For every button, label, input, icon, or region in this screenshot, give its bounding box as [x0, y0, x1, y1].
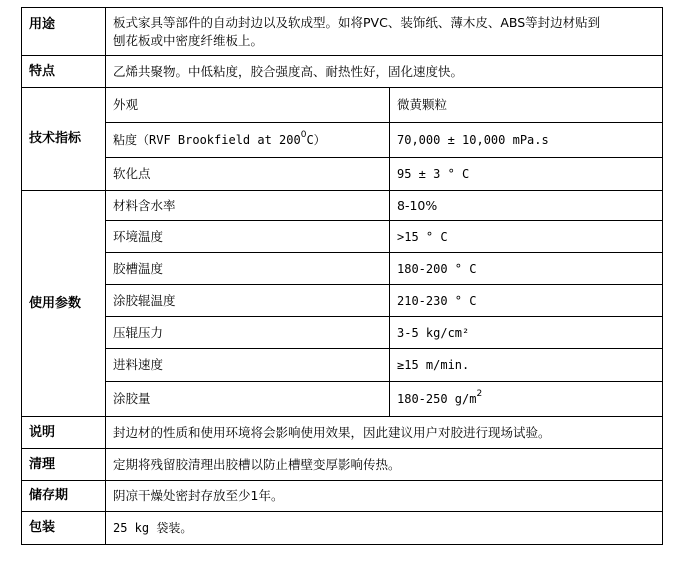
param-name: 环境温度	[106, 221, 390, 253]
row-text-line: 刨花板或中密度纤维板上。	[113, 32, 264, 48]
param-name-text: C）	[306, 133, 326, 147]
param-value: 3-5 kg/cm²	[390, 317, 663, 349]
spec-table	[21, 7, 663, 545]
param-value: 95 ± 3 ° C	[390, 158, 663, 191]
param-value: 180-200 ° C	[390, 253, 663, 285]
param-name: 涂胶量	[106, 382, 390, 417]
row-label: 储存期	[22, 481, 106, 512]
row-params	[22, 285, 663, 317]
row-params	[22, 317, 663, 349]
row-text: 定期将残留胶清理出胶槽以防止槽壁变厚影响传热。	[106, 449, 663, 481]
row-text: 封边材的性质和使用环境将会影响使用效果，因此建议用户对胶进行现场试验。	[106, 417, 663, 449]
row-label: 技术指标	[22, 88, 106, 191]
param-name-text: 粘度（RVF Brookfield at 200	[113, 133, 301, 147]
param-name	[106, 123, 390, 158]
row-label: 清理	[22, 449, 106, 481]
param-value: 210-230 ° C	[390, 285, 663, 317]
param-value: >15 ° C	[390, 221, 663, 253]
row-params	[22, 253, 663, 285]
row-text: 阴凉干燥处密封存放至少1年。	[106, 481, 663, 512]
row-text-line: 板式家具等部件的自动封边以及软成型。如将PVC、装饰纸、薄木皮、ABS等封边材贴到	[113, 14, 601, 30]
param-name: 胶槽温度	[106, 253, 390, 285]
row-features	[22, 56, 663, 88]
row-text: 乙烯共聚物。中低粘度，胶合强度高、耐热性好，固化速度快。	[106, 56, 663, 88]
param-name: 外观	[106, 88, 390, 123]
param-value: 微黄颗粒	[390, 88, 663, 123]
row-packaging	[22, 512, 663, 545]
row-params	[22, 349, 663, 382]
row-tech	[22, 123, 663, 158]
row-label: 说明	[22, 417, 106, 449]
row-label: 包装	[22, 512, 106, 545]
row-label: 特点	[22, 56, 106, 88]
param-name: 材料含水率	[106, 191, 390, 221]
param-name: 压辊压力	[106, 317, 390, 349]
row-notes	[22, 417, 663, 449]
param-name: 软化点	[106, 158, 390, 191]
row-use	[22, 8, 663, 56]
row-tech	[22, 88, 663, 123]
row-cleaning	[22, 449, 663, 481]
row-label: 用途	[22, 8, 106, 56]
param-value: 70,000 ± 10,000 mPa.s	[390, 123, 663, 158]
row-storage	[22, 481, 663, 512]
row-text	[106, 8, 663, 56]
row-tech	[22, 158, 663, 191]
row-label: 使用参数	[22, 191, 106, 417]
param-name: 进料速度	[106, 349, 390, 382]
row-text: 25 kg 袋装。	[106, 512, 663, 545]
row-params	[22, 191, 663, 221]
param-value	[390, 382, 663, 417]
row-params	[22, 382, 663, 417]
param-value: ≥15 m/min.	[390, 349, 663, 382]
row-params	[22, 221, 663, 253]
superscript: 0	[300, 129, 307, 140]
superscript: 2	[476, 388, 483, 399]
param-name: 涂胶辊温度	[106, 285, 390, 317]
param-value-text: 180-250 g/m	[397, 392, 477, 406]
param-value: 8-10%	[390, 191, 663, 221]
